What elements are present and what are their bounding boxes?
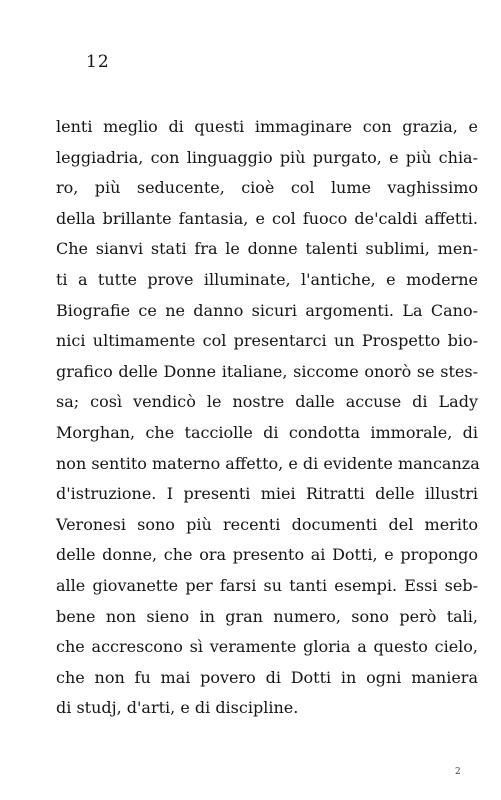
text-line: grafico delle Donne italiane, siccome onorò se stes-	[56, 361, 478, 381]
text-line: Morghan, che tacciolle di condotta immorale, di	[56, 422, 478, 442]
text-line: che non fu mai povero di Dotti in ogni maniera	[56, 667, 478, 687]
text-line: ro, più seducente, cioè col lume vaghissimo	[56, 178, 478, 198]
text-line: di studj, d'arti, e di discipline.	[56, 698, 299, 718]
footer-signature-mark: 2	[455, 767, 461, 777]
text-line: Che sianvi stati fra le donne talenti sublimi, men-	[56, 239, 478, 259]
text-line: lenti meglio di questi immaginare con grazia, e	[56, 117, 478, 136]
text-line: alle giovanette per farsi su tanti esempi. Essi seb-	[56, 575, 478, 595]
text-line: che accrescono sì veramente gloria a questo cielo,	[56, 637, 478, 657]
text-line: sa; così vendicò le nostre dalle accuse di Lady	[56, 392, 478, 412]
text-line: bene non sieno in gran numero, sono però tali,	[56, 606, 478, 626]
text-line: ti a tutte prove illuminate, l'antiche, e moderne	[56, 269, 478, 289]
text-line: leggiadria, con linguaggio più purgato, e più chia-	[56, 147, 478, 167]
text-line: Veronesi sono più recenti documenti del merito	[56, 514, 478, 534]
body-text	[56, 112, 478, 724]
text-line: Biografie ce ne danno sicuri argomenti. La Cano-	[56, 300, 478, 320]
text-line: della brillante fantasia, e col fuoco de'caldi affetti.	[56, 208, 478, 228]
page-number: 12	[86, 52, 110, 72]
text-line: d'istruzione. I presenti miei Ritratti delle illustri	[56, 484, 478, 504]
text-line: delle donne, che ora presento ai Dotti, e propongo	[56, 545, 478, 565]
text-line: nici ultimamente col presentarci un Prospetto bio-	[56, 331, 478, 351]
text-line: non sentito materno affetto, e di evidente mancanza	[56, 453, 480, 473]
